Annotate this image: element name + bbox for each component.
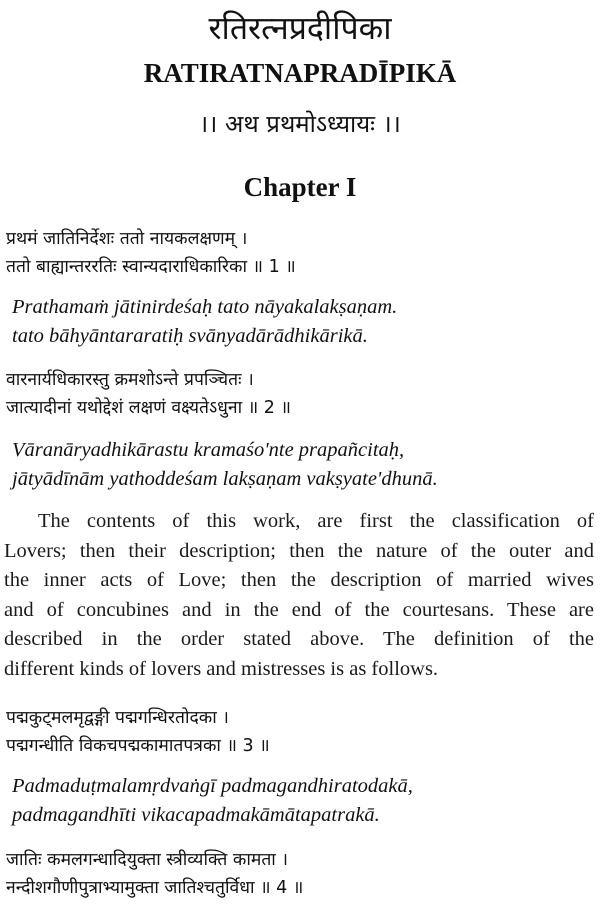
transliteration-line: padmagandhīti vikacapadmakāmātapatrakā. xyxy=(12,804,380,826)
verse-3-transliteration xyxy=(12,772,592,830)
verse-line: प्रथमं जातिनिर्देशः ततो नायकलक्षणम् । xyxy=(6,229,248,249)
transliteration-line: Vāranāryadhikārastu kramaśo'nte prapañcitaḥ, xyxy=(12,439,405,461)
transliteration-line: Padmaduṭmalamṛdvaṅgī padmagandhiratodakā, xyxy=(12,775,413,797)
transliteration-line: jātyādīnām yathoddeśam lakṣaṇam vakṣyate'dhunā. xyxy=(12,468,438,490)
verse-1-transliteration xyxy=(12,293,592,351)
paragraph-line: described in the order stated above. The definition of the xyxy=(4,628,594,650)
verse-line: ततो बाह्यान्तररतिः स्वान्यदाराधिकारिका ॥ 1 ॥ xyxy=(6,257,296,277)
verse-line: पद्मकुट्मलमृद्वङ्गी पद्मगन्धिरतोदका । xyxy=(6,708,229,728)
paragraph-line: the inner acts of Love; then the description of married wives xyxy=(4,569,594,591)
verse-2-transliteration xyxy=(12,436,592,494)
paragraph-line: Lovers; then their description; then the nature of the outer and xyxy=(4,539,594,562)
translation-paragraph xyxy=(4,507,594,684)
chapter-heading: Chapter I xyxy=(243,172,357,202)
verse-line: नन्दीशगौणीपुत्राभ्यामुक्ता जातिश्चतुर्विधा ॥ 4 ॥ xyxy=(6,878,304,898)
page-title-roman: RATIRATNAPRADĪPIKĀ xyxy=(143,58,457,88)
transliteration-line: tato bāhyāntararatiḥ svānyadārādhikārikā. xyxy=(12,325,368,347)
verse-line: पद्मगन्धीति विकचपद्मकामातपत्रका ॥ 3 ॥ xyxy=(6,736,270,756)
paragraph-line: and of concubines and in the end of the courtesans. These are xyxy=(4,598,594,621)
verse-line: जात्यादीनां यथोद्देशं लक्षणं वक्ष्यतेऽधुना ॥ 2 ॥ xyxy=(6,398,291,418)
verse-2-sanskrit xyxy=(6,366,586,422)
verse-4-sanskrit xyxy=(6,846,586,902)
page-title-sanskrit: रतिरत्नप्रदीपिका xyxy=(208,9,392,47)
verse-1-sanskrit xyxy=(6,225,586,281)
chapter-opening-sanskrit: ।। अथ प्रथमोऽध्यायः ।। xyxy=(199,110,401,138)
paragraph-line: The contents of this work, are first the classification of xyxy=(38,510,594,532)
verse-line: वारनार्यधिकारस्तु क्रमशोऽन्ते प्रपञ्चितः । xyxy=(6,370,254,390)
verse-line: जातिः कमलगन्धादियुक्ता स्त्रीव्यक्ति कामता । xyxy=(6,850,289,870)
transliteration-line: Prathamaṁ jātinirdeśaḥ tato nāyakalakṣaṇam. xyxy=(12,296,398,318)
paragraph-line: different kinds of lovers and mistresses is as follows. xyxy=(4,657,439,680)
verse-3-sanskrit xyxy=(6,704,586,760)
